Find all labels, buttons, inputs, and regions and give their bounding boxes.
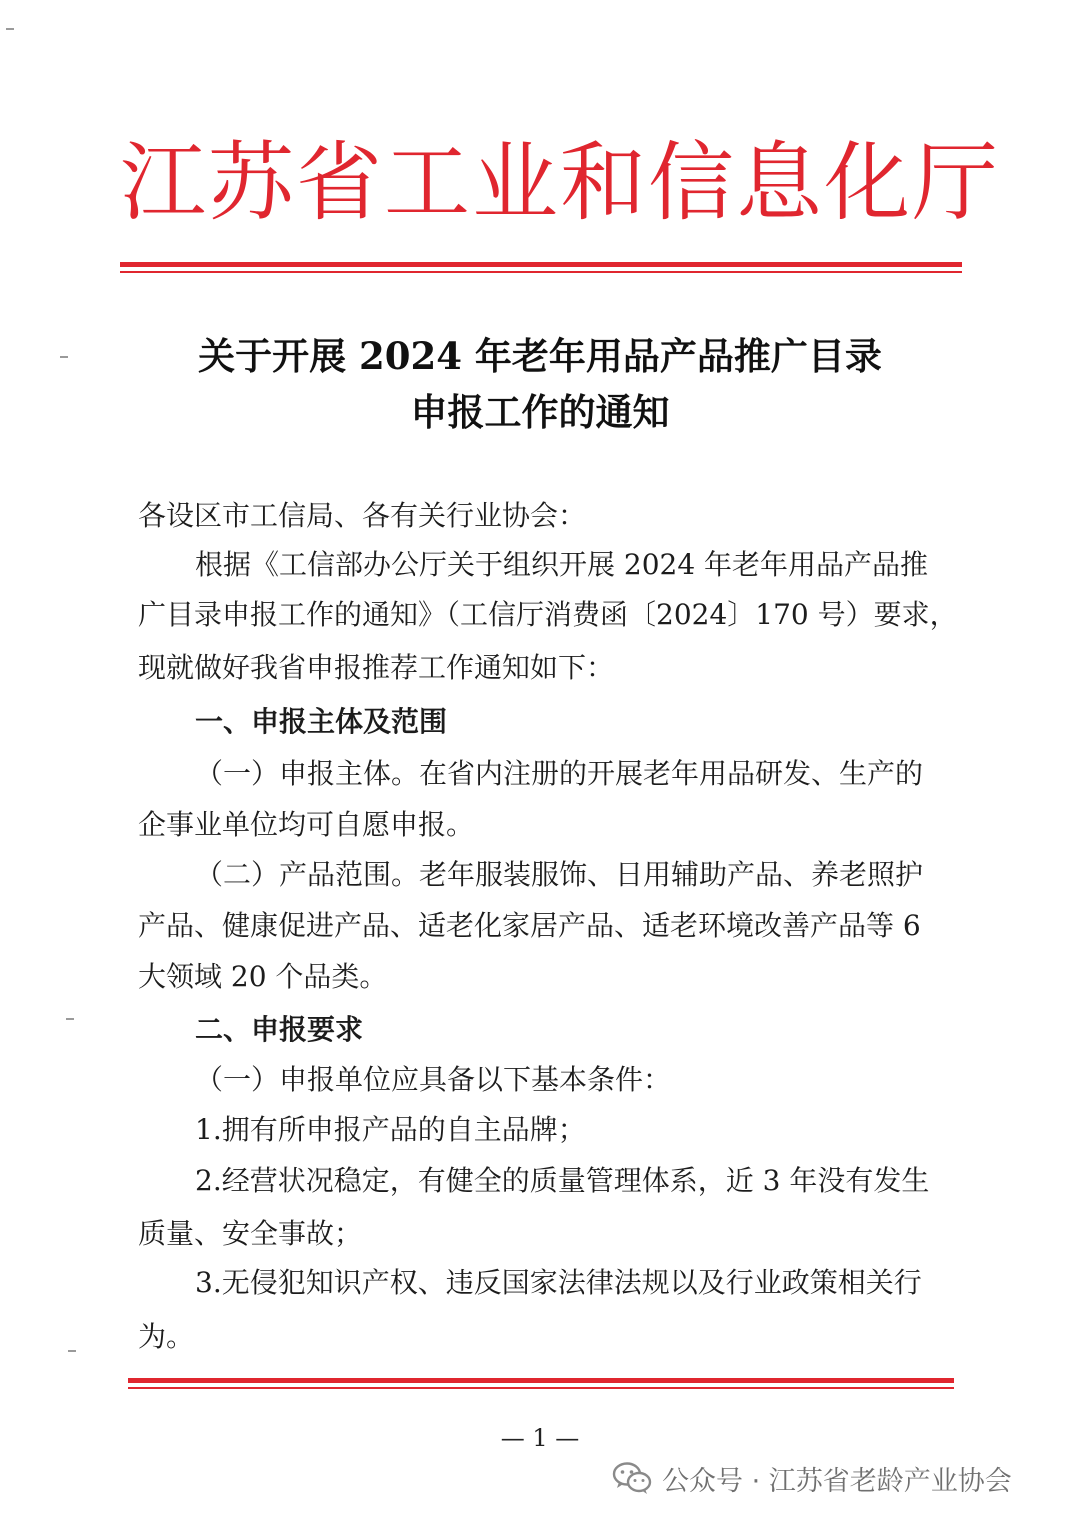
wechat-icon	[612, 1461, 652, 1495]
intro-line-1: 根据《工信部办公厅关于组织开展 2024 年老年用品产品推	[195, 548, 929, 581]
footer-red-rule	[128, 1378, 954, 1389]
intro-line-3: 现就做好我省申报推荐工作通知如下：	[138, 651, 615, 684]
page-number: — 1 —	[500, 1424, 580, 1452]
section-2-heading: 二、申报要求	[195, 1013, 364, 1046]
footer-red-rule-thin	[128, 1387, 954, 1389]
section-1-item-2-line-1: （二）产品范围。老年服装服饰、日用辅助产品、养老照护	[195, 858, 924, 891]
scan-speck	[60, 356, 68, 358]
wechat-watermark	[612, 1458, 1012, 1498]
document-title-line-1: 关于开展 2024 年老年用品产品推广目录	[198, 334, 882, 378]
scan-speck	[6, 28, 14, 30]
section-1-item-1-line-1: （一）申报主体。在省内注册的开展老年用品研发、生产的	[195, 757, 924, 790]
salutation: 各设区市工信局、各有关行业协会：	[138, 499, 587, 532]
red-rule-thick	[120, 262, 962, 267]
section-1-heading: 一、申报主体及范围	[195, 705, 448, 738]
watermark-text: 公众号 · 江苏省老龄产业协会	[662, 1465, 1012, 1497]
condition-2-line-1: 2.经营状况稳定，有健全的质量管理体系，近 3 年没有发生	[195, 1164, 930, 1197]
condition-2-line-2: 质量、安全事故；	[138, 1217, 363, 1250]
condition-1: 1.拥有所申报产品的自主品牌；	[195, 1113, 586, 1146]
section-2-sub-1: （一）申报单位应具备以下基本条件：	[195, 1063, 672, 1096]
section-1-item-2-line-3: 大领域 20 个品类。	[138, 960, 388, 993]
document-title-line-2: 申报工作的通知	[410, 390, 670, 434]
section-1-item-2-line-2: 产品、健康促进产品、适老化家居产品、适老环境改善产品等 6	[138, 909, 921, 942]
footer-red-rule-thick	[128, 1378, 954, 1383]
section-1-item-1-line-2: 企事业单位均可自愿申报。	[138, 808, 475, 841]
red-rule-thin	[120, 271, 962, 273]
agency-letterhead: 江苏省工业和信息化厅	[120, 133, 1000, 233]
condition-3-line-2: 为。	[138, 1320, 195, 1353]
scan-speck	[66, 1018, 74, 1020]
condition-3-line-1: 3.无侵犯知识产权、违反国家法律法规以及行业政策相关行	[195, 1266, 922, 1299]
letterhead-red-rule	[120, 262, 962, 273]
scan-speck	[68, 1350, 76, 1352]
intro-line-2: 广目录申报工作的通知》（工信厅消费函〔2024〕170 号）要求，	[138, 598, 958, 631]
